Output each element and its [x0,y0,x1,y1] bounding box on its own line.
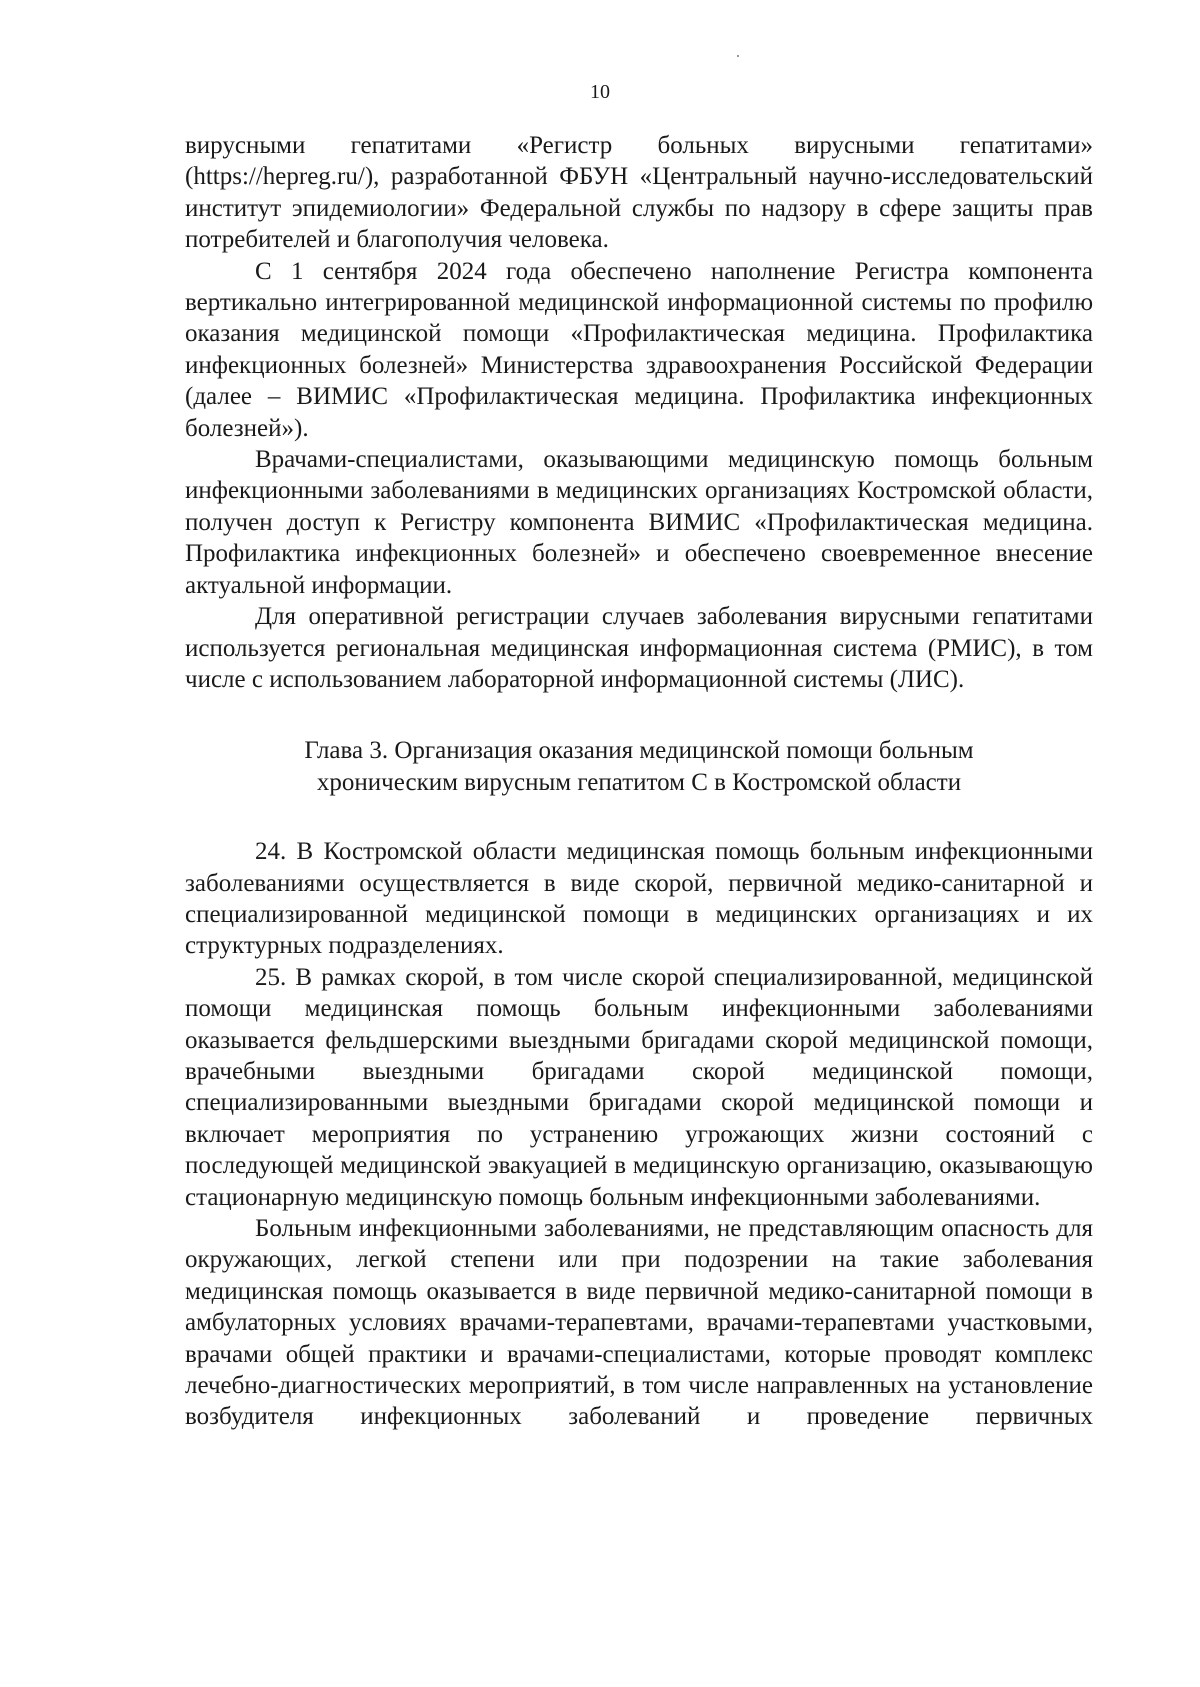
scan-speck [737,55,739,57]
paragraph-specialists-access: Врачами-специалистами, оказывающими медицинскую помощь больным инфекционными заболеваниями в медицинских организациях Костромской области, получен доступ к Регистру компонента ВИМИС «Профилактическая медицина. Профилактика инфекционных болезней» и обеспечено своевременное внесение актуальной информации. [185,446,1093,599]
chapter-heading-line-2: хроническим вирусным гепатитом С в Костромской области [316,768,962,796]
paragraph-primary-care: Больным инфекционными заболеваниями, не представляющим опасность для окружающих, легкой степени или при подозрении на такие заболевания медицинская помощь оказывается в виде первичной медико-санитарной помощи в амбулаторных условиях врачами-терапевтами, врачами-терапевтами участковыми, врачами общей практики и врачами-специалистами, которые проводят комплекс лечебно-диагностических мероприятий, в том числе направленных на установление возбудителя инфекционных заболеваний и проведение первичных [185,1215,1093,1431]
page-number: 10 [590,81,610,103]
chapter-heading-line-1: Глава 3. Организация оказания медицинской помощи больным [304,737,974,765]
paragraph-hepatitis-registry: вирусными гепатитами «Регистр больных вирусными гепатитами» (https://hepreg.ru/), разработанной ФБУН «Центральный научно-исследовательский институт эпидемиологии» Федеральной службы по надзору в сфере защиты прав потребителей и благополучия человека. [185,132,1093,254]
chapter-heading [185,735,1093,798]
document-body [185,130,1093,1433]
paragraph-item-24: 24. В Костромской области медицинская помощь больным инфекционными заболеваниями осуществляется в виде скорой, первичной медико-санитарной и специализированной медицинской помощи в медицинских организациях и их структурных подразделениях. [185,838,1093,960]
paragraph-item-25: 25. В рамках скорой, в том числе скорой специализированной, медицинской помощи медицинская помощь больным инфекционными заболеваниями оказывается фельдшерскими выездными бригадами скорой медицинской помощи, врачебными выездными бригадами скорой медицинской помощи, специализированными выездными бригадами скорой медицинской помощи и включает мероприятия по устранению угрожающих жизни состояний с последующей медицинской эвакуацией в медицинскую организацию, оказывающую стационарную медицинскую помощь больным инфекционными заболеваниями. [185,963,1093,1211]
paragraph-vimis-registry: С 1 сентября 2024 года обеспечено наполнение Регистра компонента вертикально интегрированной медицинской информационной системы по профилю оказания медицинской помощи «Профилактическая медицина. Профилактика инфекционных болезней» Министерства здравоохранения Российской Федерации (далее – ВИМИС «Профилактическая медицина. Профилактика инфекционных болезней»). [185,257,1093,442]
paragraph-rmis-lis: Для оперативной регистрации случаев заболевания вирусными гепатитами используется региональная медицинская информационная система (РМИС), в том числе с использованием лабораторной информационной системы (ЛИС). [185,603,1093,693]
